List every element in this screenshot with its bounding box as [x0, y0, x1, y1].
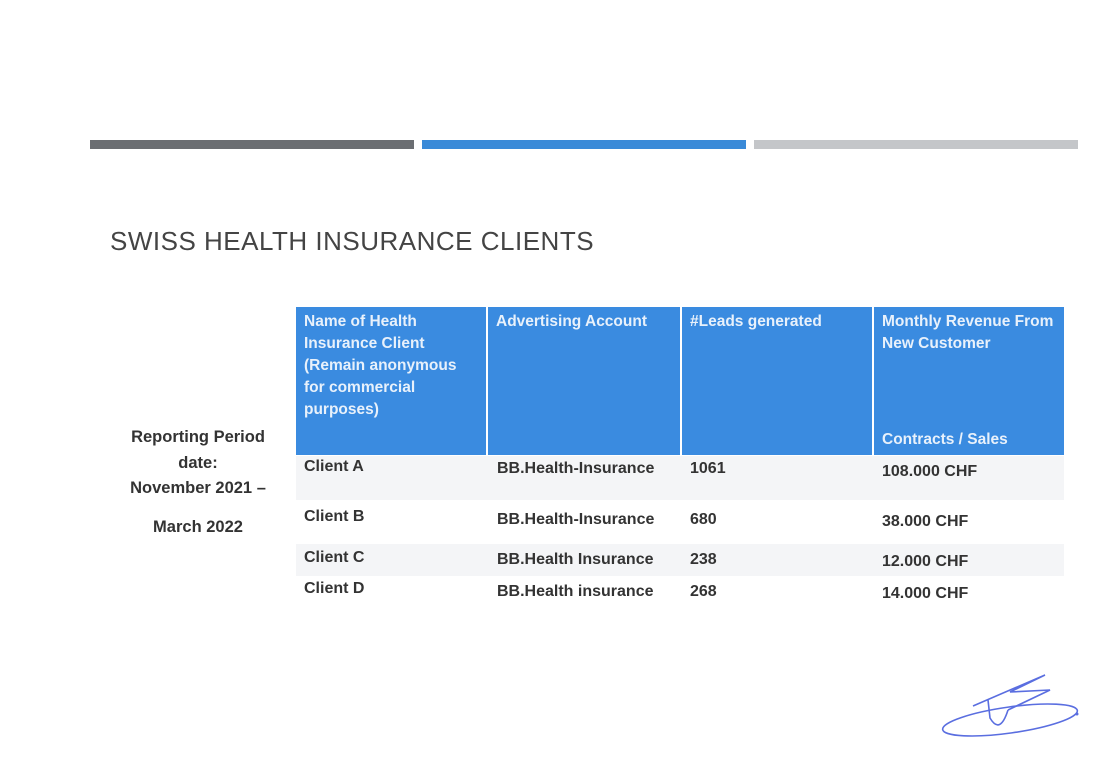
header-client-name: Name of Health Insurance Client (Remain anonymous for commercial purposes)	[296, 307, 486, 455]
cell-leads: 238	[690, 551, 717, 568]
cell-revenue: 38.000 CHF	[882, 513, 969, 530]
reporting-period-end: March 2022	[153, 518, 243, 536]
header-advertising-account: Advertising Account	[488, 307, 680, 455]
cell-revenue: 14.000 CHF	[882, 585, 969, 602]
page-title: SWISS HEALTH INSURANCE CLIENTS	[110, 226, 595, 256]
header-leads: #Leads generated	[682, 307, 872, 455]
cell-revenue: 12.000 CHF	[882, 553, 969, 570]
cell-leads: 268	[690, 583, 717, 600]
cell-account: BB.Health insurance	[497, 583, 654, 600]
cell-account: BB.Health Insurance	[497, 551, 654, 568]
decorative-bar-blue	[422, 140, 746, 149]
reporting-period-label: date:	[178, 454, 218, 472]
cell-revenue: 108.000 CHF	[882, 463, 978, 480]
reporting-period-label: Reporting Period	[131, 428, 265, 446]
header-monthly-revenue	[874, 307, 1064, 455]
cell-client: Client A	[304, 458, 364, 475]
cell-account: BB.Health-Insurance	[497, 511, 655, 528]
header-revenue-sub: Contracts / Sales	[882, 431, 1008, 448]
cell-account: BB.Health-Insurance	[497, 460, 655, 477]
reporting-period-start: November 2021 –	[130, 479, 266, 497]
decorative-bar-light	[754, 140, 1078, 149]
cell-client: Client C	[304, 549, 365, 566]
header-revenue-label: Monthly Revenue From New Customer	[882, 313, 1054, 352]
decorative-bar-grey	[90, 140, 414, 149]
cell-leads: 1061	[690, 460, 726, 477]
signature	[930, 660, 1090, 740]
cell-client: Client B	[304, 508, 365, 525]
cell-leads: 680	[690, 511, 717, 528]
cell-client: Client D	[304, 580, 365, 597]
